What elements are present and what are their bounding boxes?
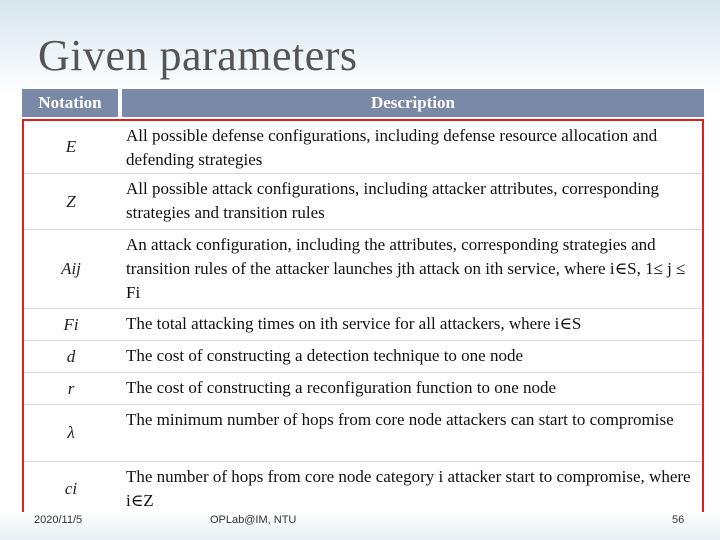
description-cell: The minimum number of hops from core node attackers can start to compromise [126,410,674,429]
description-cell: The number of hops from core node category i attacker start to compromise, where i∈Z [126,467,691,510]
table-row [24,173,702,229]
notation-cell: Fi [63,314,79,334]
table-row [24,461,702,516]
table-body [22,119,704,518]
notation-cell: ci [64,479,78,498]
table-row [24,372,702,404]
page-title: Given parameters [38,31,358,80]
description-cell: The cost of constructing a reconfiguration function to one node [126,378,557,397]
table-row [24,229,702,308]
notation-cell: r [67,378,75,398]
table-row [24,340,702,372]
notation-cell: d [66,346,76,366]
footer-center: OPLab@IM, NTU [210,514,297,526]
page-number: 56 [672,514,685,526]
table-row [24,308,702,340]
description-header: Description [122,89,704,117]
notation-header: Notation [22,89,118,117]
table-row [24,404,702,461]
description-cell: The total attacking times on ith service for all attackers, where i∈S [126,314,582,333]
notation-cell: E [65,137,77,156]
notation-cell: Aij [61,259,81,278]
notation-cell: Z [66,191,76,211]
description-cell: The cost of constructing a detection technique to one node [126,346,524,365]
notation-cell: λ [67,423,75,442]
description-cell: All possible attack configurations, including attacker attributes, corresponding strategies and transition rules [126,179,659,222]
footer-background [0,512,720,540]
parameters-table [22,89,704,518]
table-header [22,89,704,117]
footer-date: 2020/11/5 [34,514,83,526]
description-cell: An attack configuration, including the attributes, corresponding strategies and transition rules of the attacker launches jth attack on ith service, where i∈S, 1≤ j ≤ Fi [126,235,686,302]
description-cell: All possible defense configurations, including defense resource allocation and defending strategies [126,126,658,169]
table-row [24,121,702,173]
